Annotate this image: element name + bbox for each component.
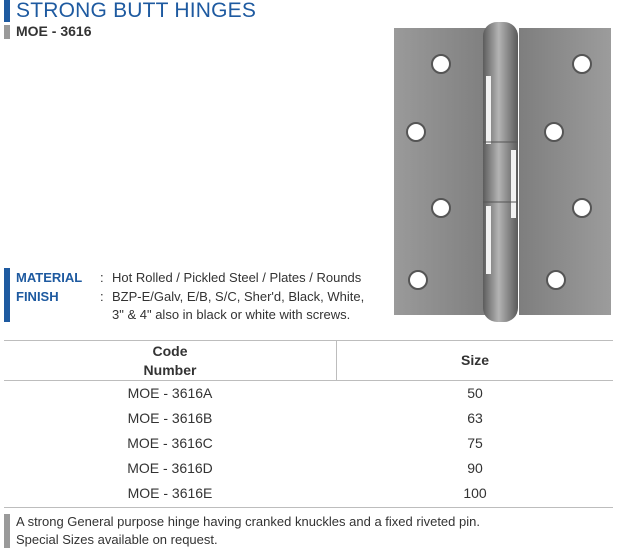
table-bottom-rule: [4, 507, 613, 508]
table-row-code: MOE - 3616E: [127, 485, 213, 501]
note-accent-bar: [4, 514, 10, 548]
title-accent-bar: [4, 0, 10, 22]
code-accent-bar: [4, 25, 10, 39]
finish-value-line2: 3" & 4" also in black or white with screws.: [112, 307, 351, 322]
specs-accent-bar: [4, 268, 10, 322]
finish-value-line1: BZP-E/Galv, E/B, S/C, Sher'd, Black, White,: [112, 289, 365, 304]
material-colon: :: [100, 270, 104, 285]
table-row-size: 90: [467, 460, 483, 476]
code-header-line2: Number: [143, 362, 197, 378]
product-code: MOE - 3616: [16, 23, 92, 39]
table-header-rule: [4, 380, 613, 381]
table-row-size: 50: [467, 385, 483, 401]
hinge-image: [386, 20, 616, 330]
table-row-code: MOE - 3616C: [127, 435, 213, 451]
finish-colon: :: [100, 289, 104, 304]
material-label: MATERIAL: [16, 270, 83, 285]
hinge-right-leaf: [519, 28, 611, 315]
page-title: STRONG BUTT HINGES: [16, 0, 257, 22]
table-row-code: MOE - 3616D: [127, 460, 213, 476]
material-value: Hot Rolled / Pickled Steel / Plates / Rounds: [112, 270, 362, 285]
table-row-code: MOE - 3616A: [127, 385, 213, 401]
code-header-line1: Code: [152, 343, 188, 359]
table-row-code: MOE - 3616B: [127, 410, 213, 426]
table-row-size: 63: [467, 410, 483, 426]
description-note: A strong General purpose hinge having cranked knuckles and a fixed riveted pin.: [16, 514, 480, 529]
size-header: Size: [460, 352, 489, 368]
table-row-size: 100: [463, 485, 487, 501]
table-row-size: 75: [467, 435, 483, 451]
table-top-rule: [4, 340, 613, 341]
special-sizes-note: Special Sizes available on request.: [16, 532, 218, 547]
finish-label: FINISH: [16, 289, 59, 304]
